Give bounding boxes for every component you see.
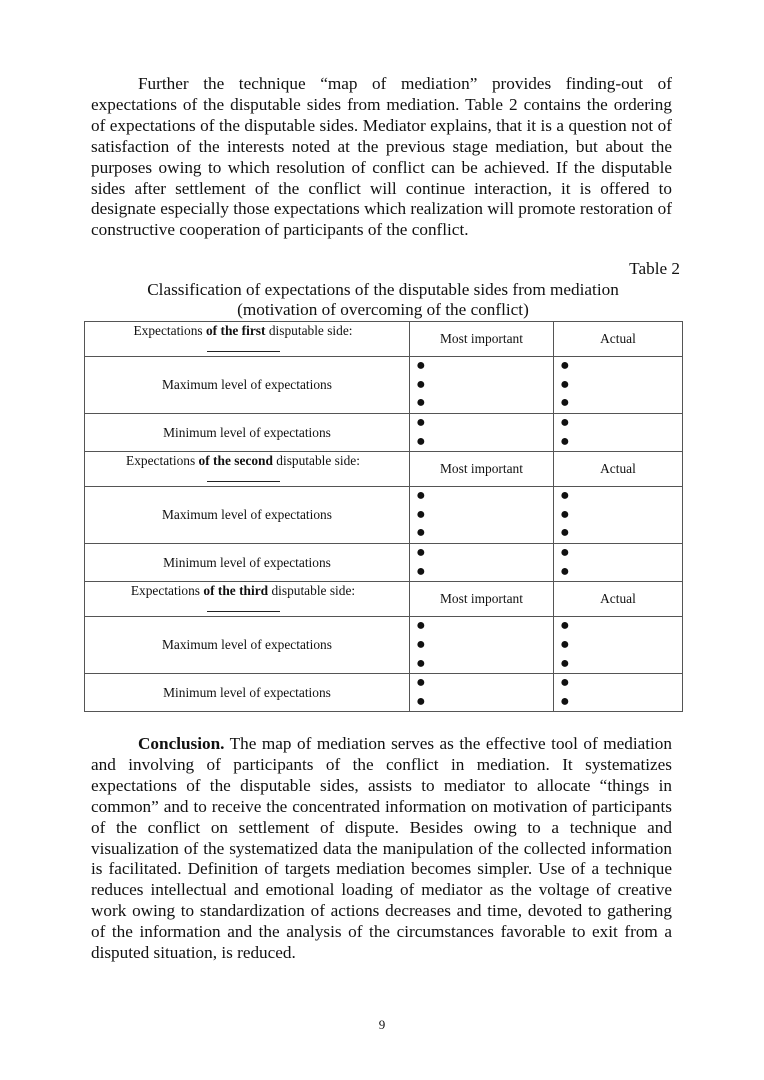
side-header-prefix: Expectations [126, 452, 199, 468]
bullet-icon: ● [416, 505, 426, 523]
level-label: Minimum level of expectations [85, 544, 410, 582]
bullet-list [554, 674, 682, 711]
bullet-icon: ● [560, 674, 570, 692]
level-label: Minimum level of expectations [85, 414, 410, 452]
side-header-ordinal: of the second [198, 452, 273, 468]
bullet-icon: ● [416, 414, 426, 432]
level-label: Maximum level of expectations [85, 487, 410, 544]
most-important-cell [410, 414, 554, 452]
table-caption-title: Classification of expectations of the disputable sides from mediation [147, 280, 619, 299]
bullet-list [410, 357, 553, 413]
bullet-list [554, 487, 682, 543]
side-header-ordinal: of the third [203, 582, 269, 598]
most-important-cell [410, 617, 554, 674]
column-header-actual: Actual [554, 582, 683, 617]
min-level-row [85, 544, 683, 582]
bullet-icon: ● [416, 562, 426, 580]
most-important-cell [410, 674, 554, 712]
side-header-cell [85, 582, 410, 617]
bullet-icon: ● [416, 617, 426, 635]
conclusion-lead: Conclusion. [138, 734, 225, 753]
bullet-icon: ● [416, 394, 426, 412]
bullet-icon: ● [560, 394, 570, 412]
page-number: 9 [378, 1017, 386, 1032]
bullet-icon: ● [560, 524, 570, 542]
intro-paragraph: Further the technique “map of mediation” provides finding-out of expectations of the disputable sides from mediation. Table 2 contains the ordering of expectations of the disputable sides. Mediator explains, that it is a question not of satisfaction of the interests noted at the previous stage mediation, but about the purposes owing to which resolution of conflict can be achieved. If the disputable sides after settlement of the conflict will continue interaction, it is offered to designate especially those expectations which realization will promote restoration of constructive cooperation of participants of the conflict. [91, 74, 672, 240]
table-label: Table 2 [629, 259, 680, 278]
actual-cell [554, 617, 683, 674]
bullet-icon: ● [416, 654, 426, 672]
bullet-icon: ● [560, 544, 570, 562]
bullet-icon: ● [416, 357, 426, 374]
bullet-icon: ● [416, 524, 426, 542]
actual-cell [554, 487, 683, 544]
bullet-list [554, 357, 682, 413]
level-label: Maximum level of expectations [85, 617, 410, 674]
actual-cell [554, 544, 683, 582]
bullet-list [410, 487, 553, 543]
bullet-icon: ● [560, 562, 570, 580]
expectations-table [84, 321, 683, 712]
bullet-list [410, 544, 553, 581]
column-header-most-important: Most important [410, 452, 554, 487]
side-name-blank [207, 599, 280, 612]
bullet-icon: ● [416, 375, 426, 393]
bullet-icon: ● [560, 654, 570, 672]
side-header-cell [85, 452, 410, 487]
bullet-icon: ● [416, 432, 426, 450]
table-caption-subtitle: (motivation of overcoming of the conflict) [237, 300, 529, 319]
conclusion-paragraph [91, 734, 672, 964]
column-header-most-important: Most important [410, 322, 554, 357]
section-header-row [85, 582, 683, 617]
bullet-icon: ● [560, 617, 570, 635]
bullet-icon: ● [416, 635, 426, 653]
side-name-blank [207, 469, 280, 482]
most-important-cell [410, 487, 554, 544]
side-header-suffix: disputable side: [272, 452, 360, 468]
side-header-prefix: Expectations [133, 322, 206, 338]
level-label: Maximum level of expectations [85, 357, 410, 414]
bullet-icon: ● [416, 692, 426, 710]
level-label: Minimum level of expectations [85, 674, 410, 712]
side-name-blank [207, 339, 280, 352]
bullet-icon: ● [560, 375, 570, 393]
side-header-suffix: disputable side: [265, 322, 353, 338]
bullet-icon: ● [560, 432, 570, 450]
column-header-actual: Actual [554, 452, 683, 487]
bullet-icon: ● [560, 487, 570, 505]
bullet-icon: ● [416, 674, 426, 692]
bullet-icon: ● [560, 357, 570, 374]
max-level-row [85, 487, 683, 544]
actual-cell [554, 414, 683, 452]
side-header-ordinal: of the first [205, 322, 266, 338]
bullet-icon: ● [560, 505, 570, 523]
actual-cell [554, 357, 683, 414]
most-important-cell [410, 357, 554, 414]
bullet-icon: ● [560, 635, 570, 653]
bullet-list [554, 414, 682, 451]
section-header-row [85, 452, 683, 487]
bullet-icon: ● [560, 692, 570, 710]
min-level-row [85, 674, 683, 712]
section-header-row [85, 322, 683, 357]
bullet-list [554, 544, 682, 581]
side-header-prefix: Expectations [130, 582, 204, 598]
bullet-icon: ● [560, 414, 570, 432]
min-level-row [85, 414, 683, 452]
bullet-icon: ● [416, 544, 426, 562]
max-level-row [85, 617, 683, 674]
bullet-icon: ● [416, 487, 426, 505]
bullet-list [410, 617, 553, 673]
bullet-list [554, 617, 682, 673]
bullet-list [410, 674, 553, 711]
column-header-most-important: Most important [410, 582, 554, 617]
most-important-cell [410, 544, 554, 582]
max-level-row [85, 357, 683, 414]
column-header-actual: Actual [554, 322, 683, 357]
bullet-list [410, 414, 553, 451]
actual-cell [554, 674, 683, 712]
side-header-suffix: disputable side: [268, 582, 356, 598]
conclusion-text: The map of mediation serves as the effective tool of mediation and involving of participants of the conflict in mediation. It systematizes expectations of the disputable sides, assists to mediator to allocate “things in common” and to receive the concentrated information on motivation of participants of the conflict on settlement of dispute. Besides owing to a technique and visualization of the systematized data the manipulation of the collected information is facilitated. Definition of targets mediation becomes simpler. Use of a technique reduces intellectual and emotional loading of mediator as the voltage of creative work owing to standardization of actions decreases and time, devoted to gathering of the information and the analysis of the circumstances favorable to exit from a disputed situation, is reduced. [91, 734, 672, 963]
side-header-cell [85, 322, 410, 357]
